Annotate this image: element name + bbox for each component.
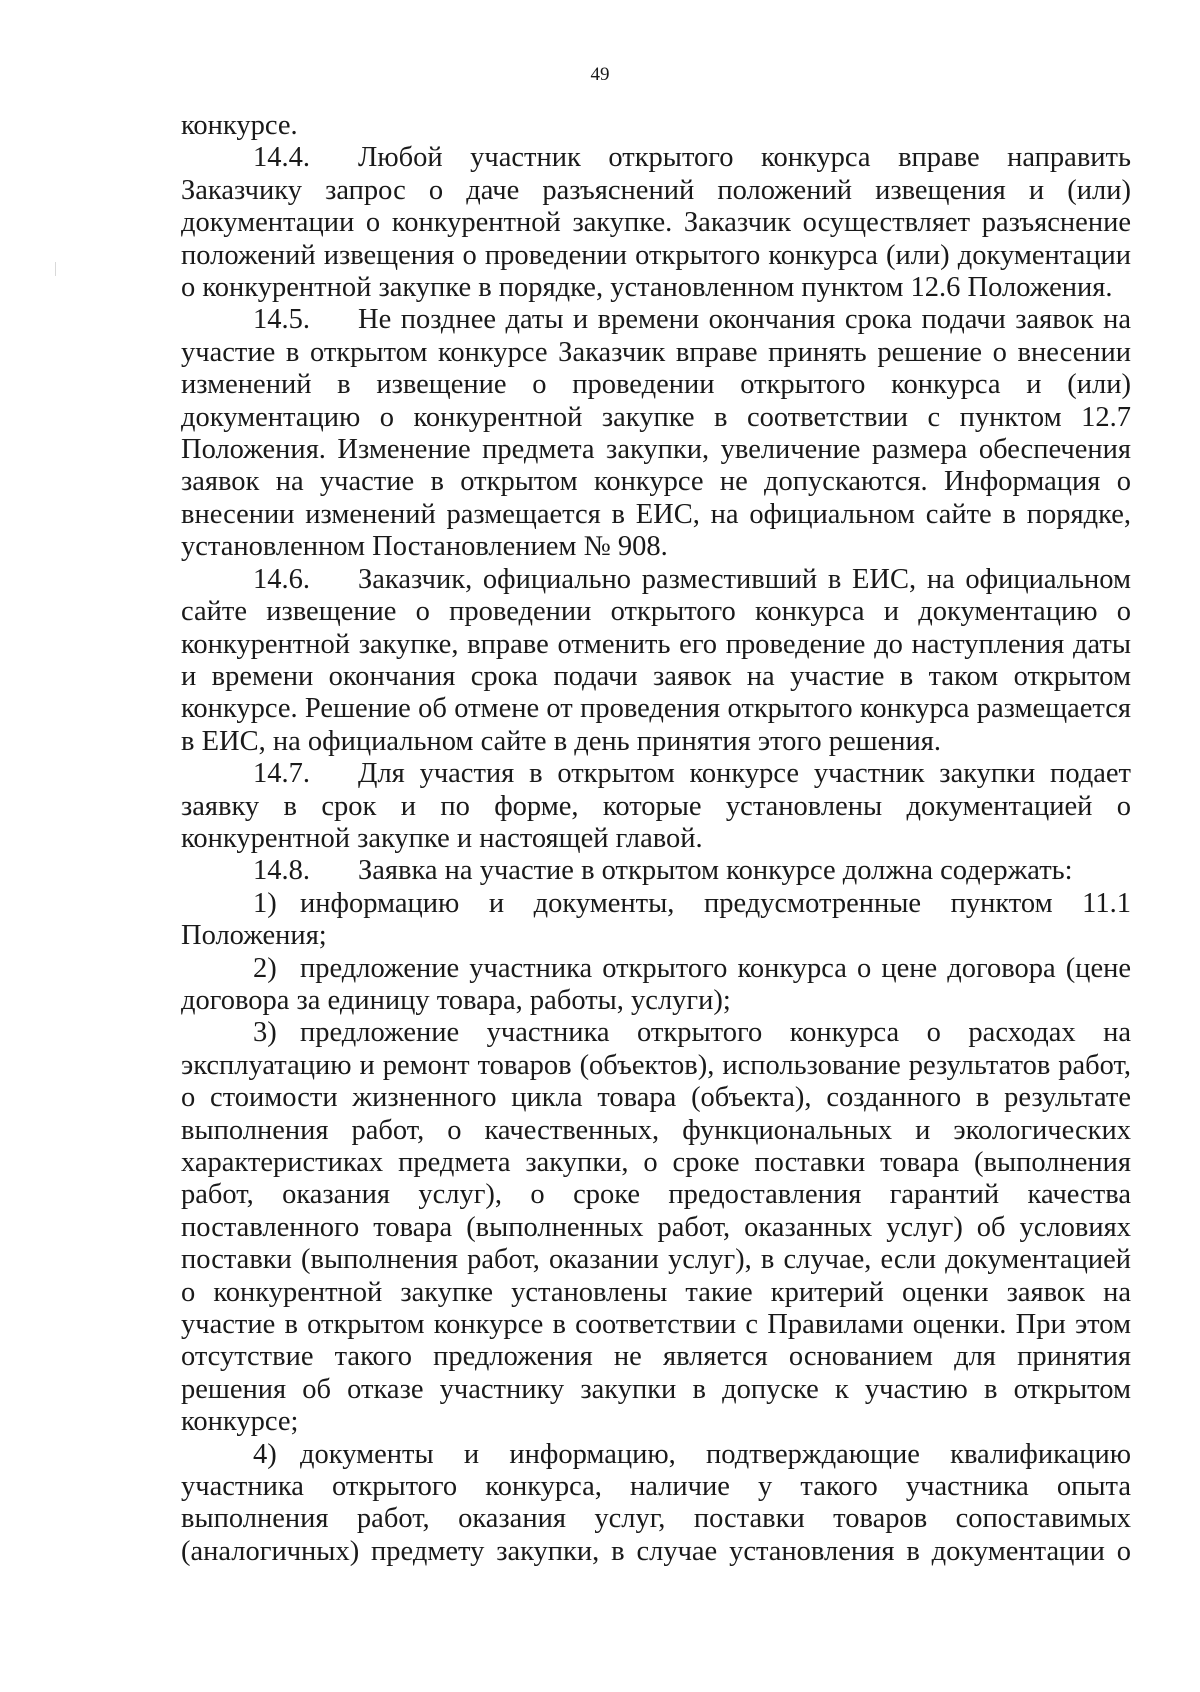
paragraph-number: 14.5. <box>253 304 310 336</box>
paragraph-text: Заявка на участие в открытом конкурсе должна содержать: <box>358 855 1073 887</box>
list-item-text: предложение участника открытого конкурса о расходах на эксплуатацию и ремонт товаров (объектов), использование результатов работ, о стоимости жизненного цикла товара (объекта), созданного в результате выполнения работ, о качественных, функциональных и экологических характеристиках предмета закупки, о сроке поставки товара (выполнения работ, оказания услуг), о сроке предоставления гарантий качества поставленного товара (выполненных работ, оказанных услуг) об условиях поставки (выполнения работ, оказании услуг), в случае, если документацией о конкурентной закупке установлены такие критерий оценки заявок на участие в открытом конкурсе в соответствии с Правилами оценки. При этом отсутствие такого предложения не является основанием для принятия решения об отказе участнику закупки в допуске к участию в открытом конкурсе; <box>181 1017 1131 1438</box>
paragraph-text: Для участия в открытом конкурсе участник закупки подает заявку в срок и по форме, которые установлены документацией о конкурентной закупке и настоящей главой. <box>181 758 1131 854</box>
list-item-text: документы и информацию, подтверждающие квалификацию участника открытого конкурса, наличие у такого участника опыта выполнения работ, оказания услуг, поставки товаров сопоставимых (аналогичных) предмету закупки, в случае установления в документации о <box>181 1438 1131 1567</box>
list-item-number: 1) <box>253 887 277 919</box>
paragraph-text: конкурсе. <box>181 110 298 141</box>
paragraph-14-6 <box>181 564 1131 758</box>
list-item-number: 4) <box>253 1438 277 1470</box>
paragraph-number: 14.7. <box>253 758 310 790</box>
paragraph-number: 14.6. <box>253 563 310 595</box>
document-body <box>181 110 1131 1568</box>
list-item-number: 2) <box>253 952 277 984</box>
paragraph-number: 14.8. <box>253 855 310 887</box>
paragraph-continuation <box>181 110 1131 142</box>
list-item-text: предложение участника открытого конкурса о цене договора (цене договора за единицу товара, работы, услуги); <box>181 952 1131 1016</box>
list-item-text: информацию и документы, предусмотренные пунктом 11.1 Положения; <box>181 887 1131 952</box>
list-item-1 <box>181 888 1131 953</box>
paragraph-14-5 <box>181 304 1131 563</box>
paragraph-14-4 <box>181 142 1131 304</box>
scan-artifact-line <box>55 262 56 276</box>
paragraph-number: 14.4. <box>253 142 310 174</box>
paragraph-14-7 <box>181 758 1131 855</box>
list-item-number: 3) <box>253 1017 277 1049</box>
list-item-4 <box>181 1439 1131 1569</box>
paragraph-text: Заказчик, официально разместивший в ЕИС, на официальном сайте извещение о проведении открытого конкурса и документацию о конкурентной закупке, вправе отменить его проведение до наступления даты и времени окончания срока подачи заявок на участие в таком открытом конкурсе. Решение об отмене от проведения открытого конкурса размещается в ЕИС, на официальном сайте в день принятия этого решения. <box>181 563 1131 757</box>
paragraph-text: Не позднее даты и времени окончания срока подачи заявок на участие в открытом конкурсе Заказчик вправе принять решение о внесении изменений в извещение о проведении открытого конкурса и (или) документацию о конкурентной закупке в соответствии с пунктом 12.7 Положения. Изменение предмета закупки, увеличение размера обеспечения заявок на участие в открытом конкурсе не допускаются. Информация о внесении изменений размещается в ЕИС, на официальном сайте в порядке, установленном Постановлением № 908. <box>181 304 1131 563</box>
paragraph-14-8 <box>181 855 1131 887</box>
list-item-2 <box>181 953 1131 1018</box>
list-item-3 <box>181 1017 1131 1438</box>
page-number: 49 <box>590 64 610 85</box>
paragraph-text: Любой участник открытого конкурса вправе направить Заказчику запрос о даче разъяснений положений извещения и (или) документации о конкурентной закупке. Заказчик осуществляет разъяснение положений извещения о проведении открытого конкурса (или) документации о конкурентной закупке в порядке, установленном пунктом 12.6 Положения. <box>181 142 1131 304</box>
